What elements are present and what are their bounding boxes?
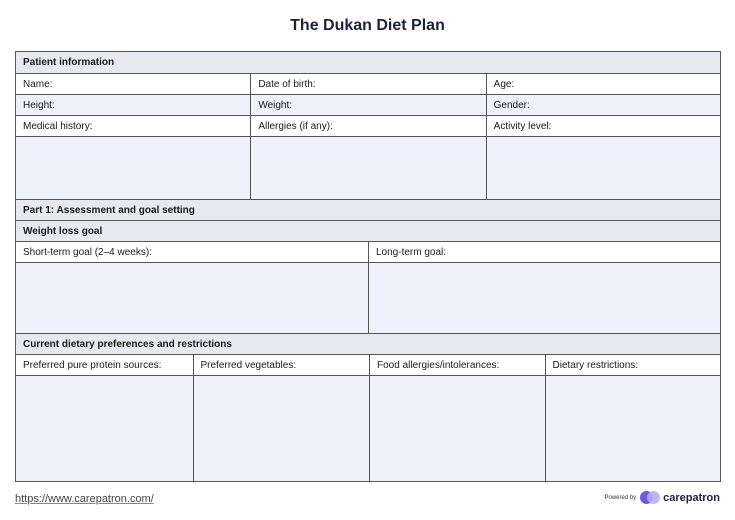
carepatron-logo-icon [640, 490, 660, 506]
age-field[interactable]: Age: [486, 74, 720, 94]
protein-sources-label: Preferred pure protein sources: [16, 355, 193, 375]
medical-history-input[interactable] [16, 137, 250, 199]
activity-level-input[interactable] [486, 137, 720, 199]
height-field[interactable]: Height: [16, 95, 250, 115]
powered-by-text: Powered by [604, 495, 637, 501]
activity-level-label: Activity level: [486, 116, 720, 136]
dietary-restrictions-label: Dietary restrictions: [545, 355, 721, 375]
vegetables-input[interactable] [193, 376, 370, 481]
food-allergies-input[interactable] [369, 376, 545, 481]
subheader-dietary: Current dietary preferences and restrictions [16, 334, 720, 354]
food-allergies-label: Food allergies/intolerances: [369, 355, 545, 375]
page-title: The Dukan Diet Plan [290, 17, 445, 34]
section-header-patient-info: Patient information [16, 52, 720, 73]
form-grid [15, 51, 721, 482]
section-header-part1: Part 1: Assessment and goal setting [16, 200, 720, 220]
brand-name: carepatron [663, 492, 720, 504]
short-term-goal-label: Short-term goal (2–4 weeks): [16, 242, 368, 262]
medical-history-label: Medical history: [16, 116, 250, 136]
name-field[interactable]: Name: [16, 74, 250, 94]
allergies-input[interactable] [250, 137, 485, 199]
carepatron-link[interactable]: https://www.carepatron.com/ [15, 493, 154, 505]
dob-field[interactable]: Date of birth: [250, 74, 485, 94]
brand-badge [604, 490, 720, 506]
gender-field[interactable]: Gender: [486, 95, 720, 115]
protein-sources-input[interactable] [16, 376, 193, 481]
subheader-weight-loss: Weight loss goal [16, 221, 720, 241]
short-term-goal-input[interactable] [16, 263, 368, 333]
vegetables-label: Preferred vegetables: [193, 355, 370, 375]
long-term-goal-input[interactable] [368, 263, 720, 333]
long-term-goal-label: Long-term goal: [368, 242, 720, 262]
weight-field[interactable]: Weight: [250, 95, 485, 115]
allergies-label: Allergies (if any): [250, 116, 485, 136]
dietary-restrictions-input[interactable] [545, 376, 721, 481]
